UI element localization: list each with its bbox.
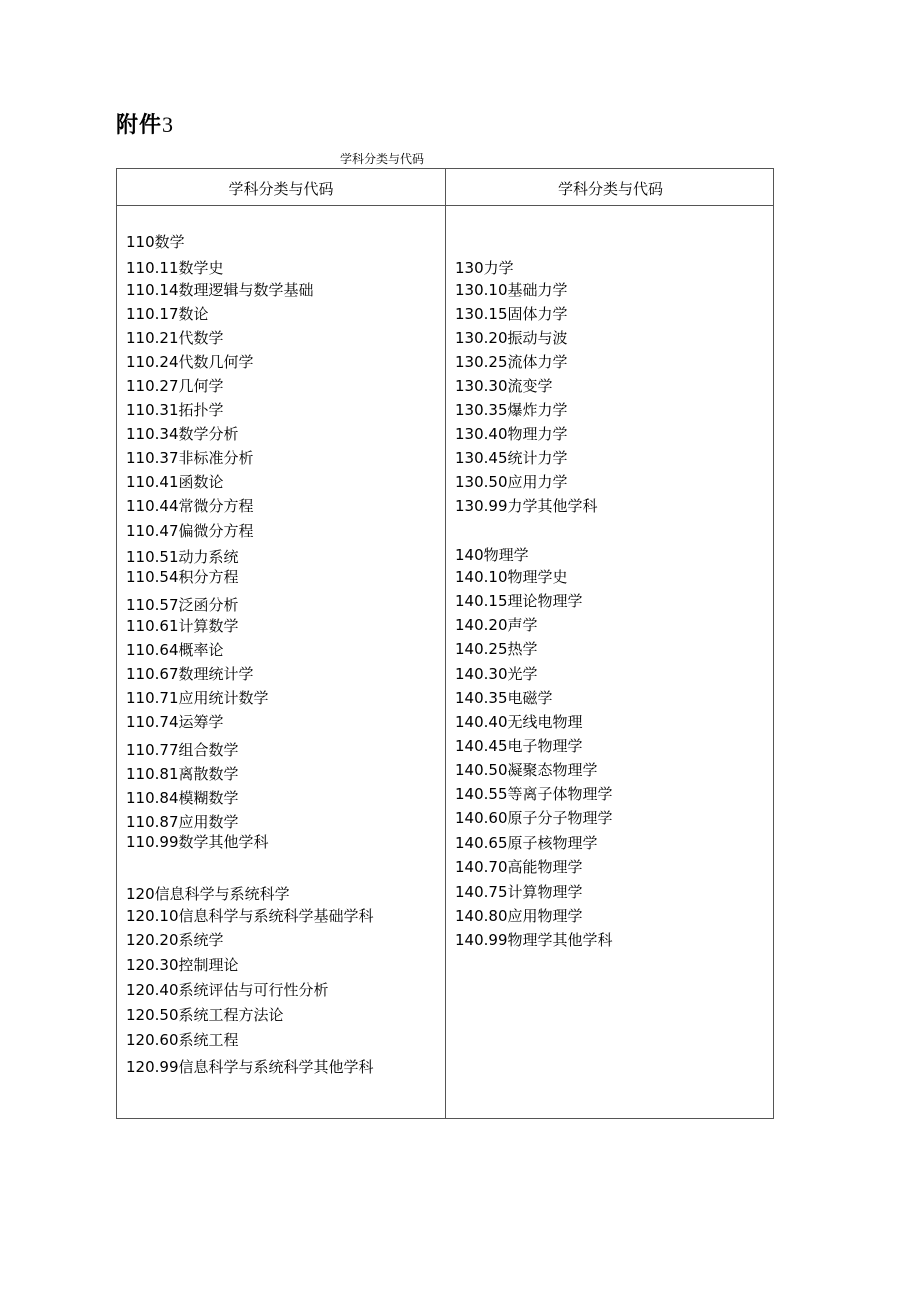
left-entry: 110.87应用数学 xyxy=(126,813,239,831)
left-column-header: 学科分类与代码 xyxy=(228,180,334,198)
left-entry: 120.20系统学 xyxy=(126,931,224,949)
right-entry: 130.35爆炸力学 xyxy=(455,401,568,419)
right-entry: 140.20声学 xyxy=(455,616,538,634)
left-entry: 110.24代数几何学 xyxy=(126,353,254,371)
left-entry: 120.60系统工程 xyxy=(126,1031,239,1049)
left-entry: 110.81离散数学 xyxy=(126,765,239,783)
left-entry: 110.17数论 xyxy=(126,305,209,323)
left-entry: 110.34数学分析 xyxy=(126,425,239,443)
left-entry: 110.57泛函分析 xyxy=(126,596,239,614)
right-entry: 130力学 xyxy=(455,259,514,277)
right-entry: 130.30流变学 xyxy=(455,377,553,395)
left-entry: 110.11数学史 xyxy=(126,259,224,277)
left-entry: 110.51动力系统 xyxy=(126,548,239,566)
attachment-heading xyxy=(116,108,174,139)
right-column-header: 学科分类与代码 xyxy=(557,180,663,198)
right-entry: 130.40物理力学 xyxy=(455,425,568,443)
left-entry: 110.84模糊数学 xyxy=(126,789,239,807)
column-divider xyxy=(445,169,446,1118)
left-entry: 110.14数理逻辑与数学基础 xyxy=(126,281,314,299)
left-entry: 110.21代数学 xyxy=(126,329,224,347)
right-entry: 140.15理论物理学 xyxy=(455,592,583,610)
left-entry: 110.47偏微分方程 xyxy=(126,522,254,540)
right-entry: 140物理学 xyxy=(455,546,529,564)
table-caption: 学科分类与代码 xyxy=(340,152,425,166)
right-entry: 140.10物理学史 xyxy=(455,568,568,586)
right-entry: 130.45统计力学 xyxy=(455,449,568,467)
left-entry: 110.31拓扑学 xyxy=(126,401,224,419)
left-entry: 110.54积分方程 xyxy=(126,568,239,586)
left-entry: 110.99数学其他学科 xyxy=(126,833,269,851)
attachment-number: 3 xyxy=(162,112,175,137)
header-divider xyxy=(117,205,773,206)
right-entry: 130.50应用力学 xyxy=(455,473,568,491)
right-entry: 140.60原子分子物理学 xyxy=(455,809,613,827)
right-entry: 140.45电子物理学 xyxy=(455,737,583,755)
right-entry: 140.70高能物理学 xyxy=(455,858,583,876)
right-entry: 140.50凝聚态物理学 xyxy=(455,761,598,779)
left-entry: 120.30控制理论 xyxy=(126,956,239,974)
left-entry: 110.27几何学 xyxy=(126,377,224,395)
left-entry: 120.50系统工程方法论 xyxy=(126,1006,284,1024)
left-entry: 120.99信息科学与系统科学其他学科 xyxy=(126,1058,374,1076)
right-entry: 140.25热学 xyxy=(455,640,538,658)
left-entry: 110数学 xyxy=(126,233,185,251)
classification-table xyxy=(116,168,774,1119)
right-entry: 130.25流体力学 xyxy=(455,353,568,371)
left-entry: 110.71应用统计数学 xyxy=(126,689,269,707)
left-entry: 120信息科学与系统科学 xyxy=(126,885,290,903)
left-entry: 110.67数理统计学 xyxy=(126,665,254,683)
left-entry: 110.44常微分方程 xyxy=(126,497,254,515)
left-entry: 110.61计算数学 xyxy=(126,617,239,635)
right-entry: 130.10基础力学 xyxy=(455,281,568,299)
right-entry: 140.40无线电物理 xyxy=(455,713,583,731)
right-entry: 130.15固体力学 xyxy=(455,305,568,323)
right-entry: 130.99力学其他学科 xyxy=(455,497,598,515)
left-entry: 120.10信息科学与系统科学基础学科 xyxy=(126,907,374,925)
right-entry: 140.80应用物理学 xyxy=(455,907,583,925)
right-entry: 140.75计算物理学 xyxy=(455,883,583,901)
left-entry: 110.41函数论 xyxy=(126,473,224,491)
left-entry: 110.77组合数学 xyxy=(126,741,239,759)
attachment-label: 附件 xyxy=(116,113,163,138)
right-entry: 140.65原子核物理学 xyxy=(455,834,598,852)
left-entry: 120.40系统评估与可行性分析 xyxy=(126,981,329,999)
right-entry: 130.20振动与波 xyxy=(455,329,568,347)
right-entry: 140.35电磁学 xyxy=(455,689,553,707)
right-entry: 140.30光学 xyxy=(455,665,538,683)
left-entry: 110.37非标准分析 xyxy=(126,449,254,467)
left-entry: 110.64概率论 xyxy=(126,641,224,659)
left-entry: 110.74运筹学 xyxy=(126,713,224,731)
right-entry: 140.99物理学其他学科 xyxy=(455,931,613,949)
right-entry: 140.55等离子体物理学 xyxy=(455,785,613,803)
